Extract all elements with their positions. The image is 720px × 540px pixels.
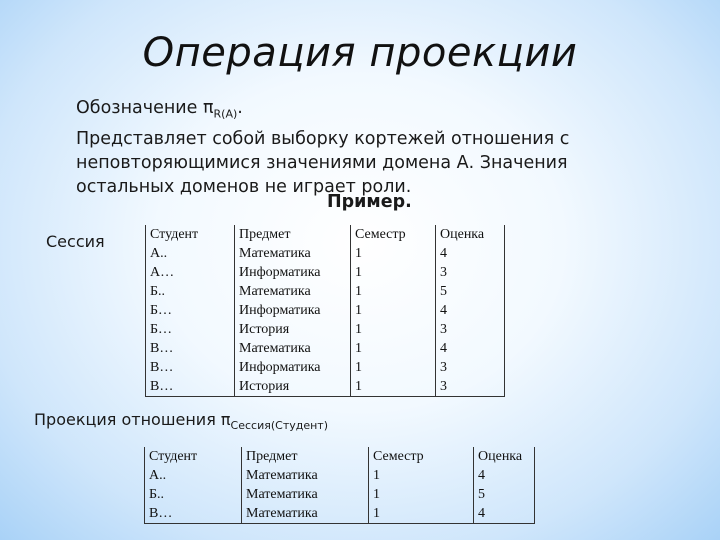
- description-line-3: неповторяющимися значениями домена А. Значения: [76, 152, 568, 173]
- table-row: [145, 504, 535, 524]
- table-row: [146, 358, 505, 377]
- table-cell: Математика: [242, 504, 369, 524]
- table-cell: 1: [351, 339, 436, 358]
- table-header-cell: Семестр: [351, 225, 436, 244]
- table-row: [145, 485, 535, 504]
- description: [76, 96, 676, 199]
- projection-subscript: R(A): [213, 107, 238, 121]
- table-cell: Информатика: [235, 358, 351, 377]
- table-cell: Б…: [146, 320, 235, 339]
- table-header-cell: Студент: [146, 225, 235, 244]
- table-cell: История: [235, 377, 351, 397]
- table-cell: 4: [436, 339, 505, 358]
- table-cell: 1: [369, 485, 474, 504]
- table-cell: Математика: [235, 282, 351, 301]
- table-cell: 3: [436, 358, 505, 377]
- table-cell: В…: [146, 358, 235, 377]
- table-row: [146, 282, 505, 301]
- table-row: [145, 466, 535, 485]
- table-cell: Математика: [235, 244, 351, 263]
- table-row: [146, 320, 505, 339]
- table-cell: 3: [436, 377, 505, 397]
- table-cell: История: [235, 320, 351, 339]
- session-label: Сессия: [46, 232, 105, 251]
- table-row: [146, 263, 505, 282]
- table-header-row: [146, 225, 505, 244]
- table-cell: 5: [474, 485, 535, 504]
- table-cell: А…: [146, 263, 235, 282]
- table-header-cell: Семестр: [369, 447, 474, 466]
- table-cell: 4: [436, 244, 505, 263]
- table-cell: Математика: [242, 485, 369, 504]
- description-line-1: Обозначение $\pi_{R(A)}$.: [76, 98, 243, 121]
- description-line-4: остальных доменов не играет роли.: [76, 176, 412, 197]
- table-header-row: [145, 447, 535, 466]
- table-header-cell: Студент: [145, 447, 242, 466]
- table-header-cell: Предмет: [235, 225, 351, 244]
- session-table: [145, 225, 505, 397]
- table-cell: 3: [436, 320, 505, 339]
- table-cell: 3: [436, 263, 505, 282]
- projection-label: Проекция отношения $\pi_{Сессия(Студент)}$: [34, 410, 328, 433]
- table-cell: Информатика: [235, 301, 351, 320]
- table-cell: А..: [146, 244, 235, 263]
- table-cell: Математика: [235, 339, 351, 358]
- example-label: Пример.: [327, 192, 412, 212]
- table-header-cell: Оценка: [436, 225, 505, 244]
- projection-label-subscript: Сессия(Студент): [230, 419, 328, 433]
- table-row: [146, 301, 505, 320]
- table-row: [146, 244, 505, 263]
- table-cell: 1: [369, 504, 474, 524]
- table-cell: Математика: [242, 466, 369, 485]
- table-cell: Б…: [146, 301, 235, 320]
- table-cell: 1: [351, 358, 436, 377]
- table-cell: 1: [351, 301, 436, 320]
- table-cell: 1: [351, 263, 436, 282]
- description-line-2: Представляет собой выборку кортежей отношения с: [76, 128, 570, 149]
- table-row: [146, 377, 505, 397]
- table-cell: В…: [146, 339, 235, 358]
- table-cell: А..: [145, 466, 242, 485]
- table-cell: В…: [145, 504, 242, 524]
- table-cell: 1: [351, 282, 436, 301]
- table-cell: 4: [436, 301, 505, 320]
- table-header-cell: Оценка: [474, 447, 535, 466]
- table-row: [146, 339, 505, 358]
- table-header-cell: Предмет: [242, 447, 369, 466]
- table-cell: Б..: [146, 282, 235, 301]
- table-cell: 4: [474, 504, 535, 524]
- projection-table: [144, 447, 535, 524]
- table-cell: Б..: [145, 485, 242, 504]
- table-cell: 1: [351, 244, 436, 263]
- table-cell: 4: [474, 466, 535, 485]
- table-cell: 1: [351, 320, 436, 339]
- table-cell: В…: [146, 377, 235, 397]
- table-cell: 5: [436, 282, 505, 301]
- table-cell: 1: [351, 377, 436, 397]
- table-cell: Информатика: [235, 263, 351, 282]
- table-cell: 1: [369, 466, 474, 485]
- slide-title: Операция проекции: [142, 30, 578, 76]
